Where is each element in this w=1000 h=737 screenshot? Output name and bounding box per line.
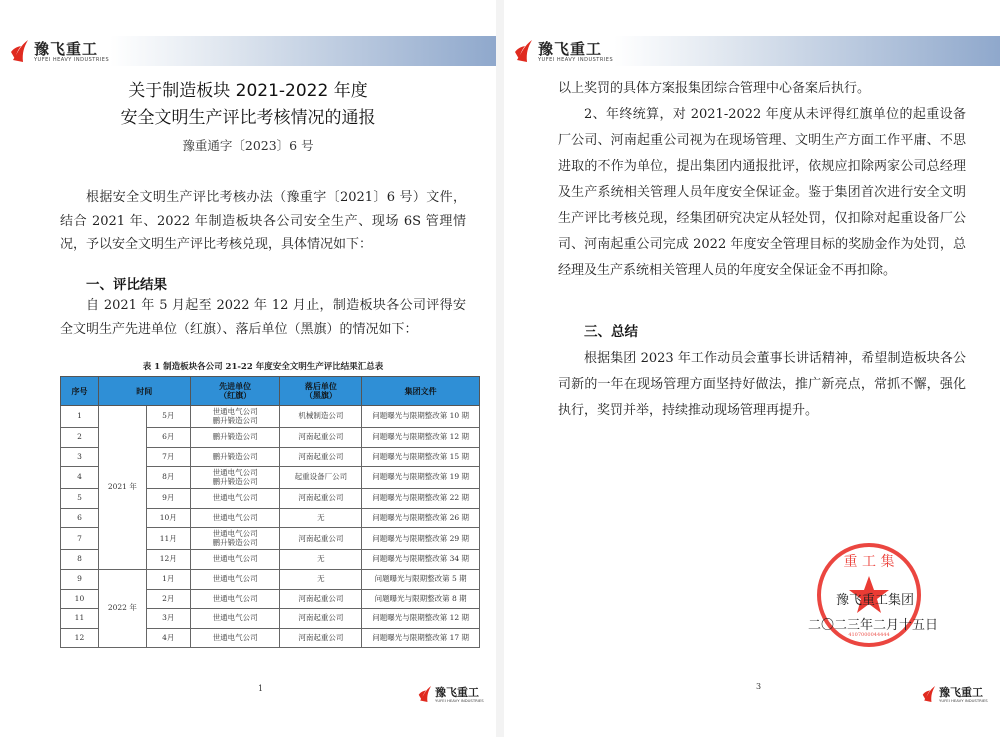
cell-no: 10 (61, 589, 99, 609)
cell-no: 6 (61, 508, 99, 528)
logo-text-en: YUFEI HEAVY INDUSTRIES (34, 57, 110, 63)
cell-no: 5 (61, 489, 99, 509)
brand-logo (10, 38, 120, 66)
logo-text-cn: 豫飞重工 (34, 40, 99, 58)
footer-logo (418, 684, 494, 706)
cell-doc: 问题曝光与限期整改第 8 期 (362, 589, 480, 609)
cell-doc: 问题曝光与限期整改第 34 期 (362, 550, 480, 570)
page-number: 1 (258, 684, 264, 693)
doc-title-line2: 安全文明生产评比考核情况的通报 (120, 108, 376, 128)
cell-lagging: 河南起重公司 (280, 589, 362, 609)
cell-lagging: 无 (280, 550, 362, 570)
cell-lagging: 河南起重公司 (280, 628, 362, 648)
cell-lagging: 河南起重公司 (280, 528, 362, 550)
cell-year: 2022 年 (98, 569, 146, 647)
cell-month: 8月 (146, 467, 190, 489)
footer-logo-mark-icon (922, 684, 938, 704)
footer-logo-text-en: YUFEI HEAVY INDUSTRIES (939, 698, 988, 703)
cell-doc: 问题曝光与限期整改第 26 期 (362, 508, 480, 528)
table-row (61, 569, 480, 589)
header-band (614, 36, 1000, 66)
seal-number: 4107000044444 (848, 632, 890, 638)
cell-month: 1月 (146, 569, 190, 589)
cell-no: 2 (61, 428, 99, 448)
cell-no: 9 (61, 569, 99, 589)
cell-lagging: 机械制造公司 (280, 406, 362, 428)
cell-no: 7 (61, 528, 99, 550)
page-gutter (496, 0, 504, 737)
cell-no: 1 (61, 406, 99, 428)
footer-logo (922, 684, 998, 706)
col-header-advanced: 先进单位 （红旗） (190, 377, 280, 406)
cell-lagging: 无 (280, 569, 362, 589)
col-header-lagging: 落后单位 （黑旗） (280, 377, 362, 406)
header-band (110, 36, 496, 66)
cell-advanced: 世通电气公司 鹏升锻造公司 (190, 528, 280, 550)
cell-lagging: 无 (280, 508, 362, 528)
cell-lagging: 河南起重公司 (280, 428, 362, 448)
cell-month: 3月 (146, 609, 190, 629)
footer-logo-text-cn: 豫飞重工 (435, 686, 479, 699)
cell-no: 4 (61, 467, 99, 489)
doc-title-line1: 关于制造板块 2021-2022 年度 (128, 81, 368, 101)
col-header-no: 序号 (61, 377, 99, 406)
document-page-3 (504, 0, 1000, 737)
doc-number: 豫重通字〔2023〕6 号 (182, 138, 314, 153)
cell-advanced: 世通电气公司 (190, 628, 280, 648)
col-header-time: 时间 (98, 377, 190, 406)
results-paragraph: 自 2021 年 5 月起至 2022 年 12 月止，制造板块各公司评得安全文明生产先进单位（红旗）、落后单位（黑旗）的情况如下： (60, 298, 466, 337)
cell-doc: 问题曝光与限期整改第 12 期 (362, 428, 480, 448)
logo-text-cn: 豫飞重工 (538, 40, 603, 58)
cell-doc: 问题曝光与限期整改第 12 期 (362, 609, 480, 629)
cell-doc: 问题曝光与限期整改第 19 期 (362, 467, 480, 489)
cell-month: 7月 (146, 447, 190, 467)
summary-paragraph: 根据集团 2023 年工作动员会董事长讲话精神，希望制造板块各公司新的一年在现场管理方面坚持好做法，推广新亮点，常抓不懈，强化执行，奖罚并举，持续推动现场管理再提升。 (558, 351, 966, 418)
cell-advanced: 世通电气公司 鹏升锻造公司 (190, 467, 280, 489)
cell-no: 11 (61, 609, 99, 629)
table-row (61, 406, 480, 428)
cell-no: 8 (61, 550, 99, 570)
cell-doc: 问题曝光与限期整改第 17 期 (362, 628, 480, 648)
cell-year: 2021 年 (98, 406, 146, 570)
cell-doc: 问题曝光与限期整改第 10 期 (362, 406, 480, 428)
cell-doc: 问题曝光与限期整改第 15 期 (362, 447, 480, 467)
cell-doc: 问题曝光与限期整改第 5 期 (362, 569, 480, 589)
page-header (504, 36, 1000, 66)
cell-advanced: 世通电气公司 (190, 569, 280, 589)
sign-date: 二〇二三年二月十五日 (808, 618, 939, 633)
table-header-row (61, 377, 480, 406)
cell-advanced: 世通电气公司 鹏升锻造公司 (190, 406, 280, 428)
cell-no: 3 (61, 447, 99, 467)
footer-logo-text-cn: 豫飞重工 (939, 686, 983, 699)
footer-logo-text-en: YUFEI HEAVY INDUSTRIES (435, 698, 484, 703)
logo-text-en: YUFEI HEAVY INDUSTRIES (538, 57, 614, 63)
cell-lagging: 河南起重公司 (280, 489, 362, 509)
footer-logo-mark-icon (418, 684, 434, 704)
paragraph-year-end: 2、年终统算，对 2021-2022 年度从未评得红旗单位的起重设备厂公司、河南起重公司视为在现场管理、文明生产方面工作平庸、不思进取的不作为单位，提出集团内通报批评，依规应扣除两家公司总经理及生产系统相关管理人员年度安全保证金。鉴于集团首次进行安全文明生产评比考核兑现，经集团研究决定从轻处罚，仅扣除对起重设备厂公司、河南起重公司完成 2022 年度安全管理目标的奖励金作为处罚，总经理及生产系统相关管理人员的年度安全保证金不再扣除。 (558, 107, 966, 278)
intro-paragraph: 根据安全文明生产评比考核办法（豫重字〔2021〕6 号）文件，结合 2021 年、2022 年制造板块各公司安全生产、现场 6S 管理情况，予以安全文明生产评比考核兑现，具体情况如下： (60, 190, 466, 252)
cell-month: 6月 (146, 428, 190, 448)
cell-advanced: 世通电气公司 (190, 508, 280, 528)
paragraph-filing: 以上奖罚的具体方案报集团综合管理中心备案后执行。 (558, 81, 871, 96)
cell-advanced: 鹏升锻造公司 (190, 428, 280, 448)
cell-advanced: 世通电气公司 (190, 489, 280, 509)
cell-month: 11月 (146, 528, 190, 550)
cell-lagging: 河南起重公司 (280, 609, 362, 629)
cell-month: 4月 (146, 628, 190, 648)
col-header-doc: 集团文件 (362, 377, 480, 406)
page-header (0, 36, 496, 66)
cell-no: 12 (61, 628, 99, 648)
cell-doc: 问题曝光与限期整改第 29 期 (362, 528, 480, 550)
cell-advanced: 鹏升锻造公司 (190, 447, 280, 467)
cell-month: 10月 (146, 508, 190, 528)
cell-advanced: 世通电气公司 (190, 550, 280, 570)
section-heading-summary: 三、总结 (584, 324, 638, 340)
page-number: 3 (756, 682, 762, 691)
section-heading-results: 一、评比结果 (86, 277, 167, 293)
cell-lagging: 起重设备厂公司 (280, 467, 362, 489)
signer-name: 豫飞重工集团 (836, 593, 915, 608)
table-caption: 表 1 制造板块各公司 21-22 年度安全文明生产评比结果汇总表 (142, 362, 384, 372)
cell-advanced: 世通电气公司 (190, 589, 280, 609)
document-page-1 (0, 0, 496, 737)
cell-month: 5月 (146, 406, 190, 428)
seal-arc-text: 重 工 集 (843, 554, 895, 570)
cell-doc: 问题曝光与限期整改第 22 期 (362, 489, 480, 509)
cell-advanced: 世通电气公司 (190, 609, 280, 629)
cell-month: 9月 (146, 489, 190, 509)
cell-month: 2月 (146, 589, 190, 609)
logo-mark-icon (514, 38, 536, 64)
cell-month: 12月 (146, 550, 190, 570)
results-table (60, 376, 480, 648)
logo-mark-icon (10, 38, 32, 64)
cell-lagging: 河南起重公司 (280, 447, 362, 467)
brand-logo (514, 38, 624, 66)
